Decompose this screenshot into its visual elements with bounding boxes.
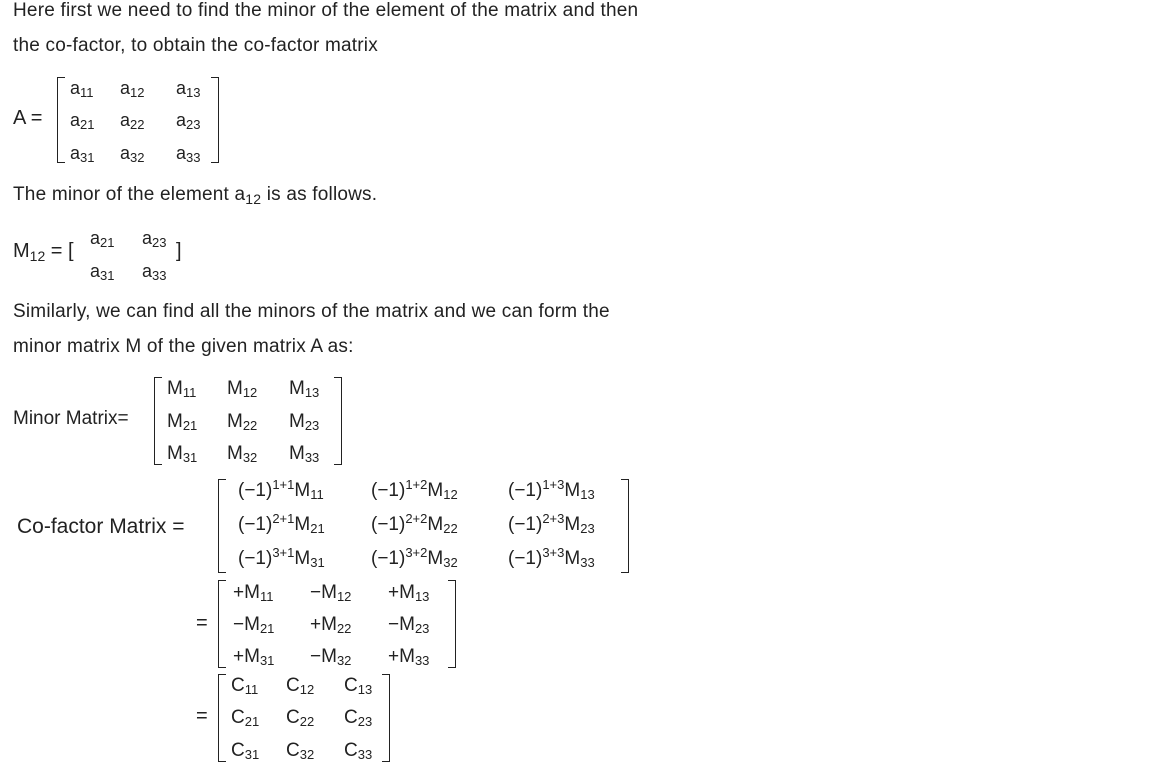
matrix-cell: $a_{13}$ xyxy=(176,78,201,100)
matrix-cell: $M_{12}$ xyxy=(227,378,258,400)
matrix-cell: $a_{23}$ xyxy=(142,228,167,250)
matrix-cell: $+M_{13}$ xyxy=(388,582,430,604)
signed-matrix-equals: = xyxy=(196,612,208,634)
matrix-cell: $a_{33}$ xyxy=(142,261,167,283)
matrix-cell: $M_{31}$ xyxy=(167,443,198,465)
matrix-cell: $+M_{11}$ xyxy=(233,582,274,604)
minor-matrix-left-bracket xyxy=(154,377,162,465)
matrix-cell: $M_{32}$ xyxy=(227,443,258,465)
m12-close-bracket: ] xyxy=(176,240,182,262)
matrix-cell: $(-1)^{2+1}M_{21}$ xyxy=(238,511,325,536)
c-matrix-right-bracket xyxy=(382,674,390,762)
matrix-cell: $C_{22}$ xyxy=(286,707,315,729)
matrix-cell: $+M_{22}$ xyxy=(310,614,352,636)
similar-line-2: minor matrix M of the given matrix A as: xyxy=(13,336,354,357)
matrix-cell: $(-1)^{3+3}M_{33}$ xyxy=(508,545,595,570)
matrix-cell: $a_{11}$ xyxy=(70,78,94,100)
cofactor-matrix-right-bracket xyxy=(621,479,629,573)
matrix-cell: $(-1)^{3+2}M_{32}$ xyxy=(371,545,458,570)
matrix-cell: $C_{13}$ xyxy=(344,675,373,697)
minor-sentence xyxy=(13,184,377,206)
matrix-cell: $M_{13}$ xyxy=(289,378,320,400)
matrix-cell: $a_{21}$ xyxy=(70,110,95,132)
matrix-cell: $M_{33}$ xyxy=(289,443,320,465)
matrix-cell: $M_{11}$ xyxy=(167,378,197,400)
minor-sentence-sub: 12 xyxy=(245,191,262,207)
signed-matrix-left-bracket xyxy=(218,580,226,668)
matrix-a-right-bracket xyxy=(211,77,219,163)
matrix-cell: $+M_{33}$ xyxy=(388,646,430,668)
c-matrix-left-bracket xyxy=(218,674,226,762)
minor-sentence-before: The minor of the element a xyxy=(13,184,246,205)
similar-line-1: Similarly, we can find all the minors of the matrix and we can form the xyxy=(13,301,610,322)
matrix-cell: $(-1)^{2+3}M_{23}$ xyxy=(508,511,595,536)
m12-label: $M_{12}$ = [ xyxy=(13,240,74,264)
c-matrix-equals: = xyxy=(196,705,208,727)
minor-sentence-after: is as follows. xyxy=(261,184,378,205)
minor-matrix-label: Minor Matrix= xyxy=(13,408,129,429)
matrix-cell: $a_{31}$ xyxy=(90,261,115,283)
matrix-cell: $a_{21}$ xyxy=(90,228,115,250)
matrix-cell: $C_{32}$ xyxy=(286,740,315,762)
matrix-cell: $C_{31}$ xyxy=(231,740,260,762)
matrix-cell: $(-1)^{1+1}M_{11}$ xyxy=(238,477,324,502)
matrix-cell: $C_{33}$ xyxy=(344,740,373,762)
matrix-cell: $M_{23}$ xyxy=(289,411,320,433)
matrix-cell: $C_{23}$ xyxy=(344,707,373,729)
matrix-cell: $a_{23}$ xyxy=(176,110,201,132)
signed-matrix-right-bracket xyxy=(448,580,456,668)
cofactor-matrix-label: Co-factor Matrix = xyxy=(17,515,185,538)
matrix-cell: $C_{21}$ xyxy=(231,707,260,729)
matrix-cell: $a_{33}$ xyxy=(176,143,201,165)
matrix-cell: $C_{11}$ xyxy=(231,675,259,697)
matrix-cell: $-M_{21}$ xyxy=(233,614,275,636)
matrix-cell: $-M_{32}$ xyxy=(310,646,352,668)
matrix-cell: $(-1)^{1+3}M_{13}$ xyxy=(508,477,595,502)
intro-line-1: Here first we need to find the minor of the element of the matrix and then xyxy=(13,0,639,21)
matrix-cell: $(-1)^{2+2}M_{22}$ xyxy=(371,511,458,536)
cofactor-matrix-left-bracket xyxy=(218,479,226,573)
intro-line-2: the co-factor, to obtain the co-factor matrix xyxy=(13,35,378,56)
matrix-cell: $(-1)^{1+2}M_{12}$ xyxy=(371,477,458,502)
matrix-cell: $M_{21}$ xyxy=(167,411,198,433)
matrix-a-label: A = xyxy=(13,107,43,129)
matrix-cell: $C_{12}$ xyxy=(286,675,315,697)
matrix-cell: $a_{12}$ xyxy=(120,78,145,100)
minor-matrix-right-bracket xyxy=(334,377,342,465)
matrix-cell: $-M_{12}$ xyxy=(310,582,352,604)
matrix-cell: $a_{31}$ xyxy=(70,143,95,165)
matrix-cell: $(-1)^{3+1}M_{31}$ xyxy=(238,545,325,570)
matrix-cell: $a_{22}$ xyxy=(120,110,145,132)
matrix-cell: $-M_{23}$ xyxy=(388,614,430,636)
matrix-cell: $M_{22}$ xyxy=(227,411,258,433)
matrix-a-left-bracket xyxy=(57,77,65,163)
matrix-cell: $a_{32}$ xyxy=(120,143,145,165)
matrix-cell: $+M_{31}$ xyxy=(233,646,275,668)
